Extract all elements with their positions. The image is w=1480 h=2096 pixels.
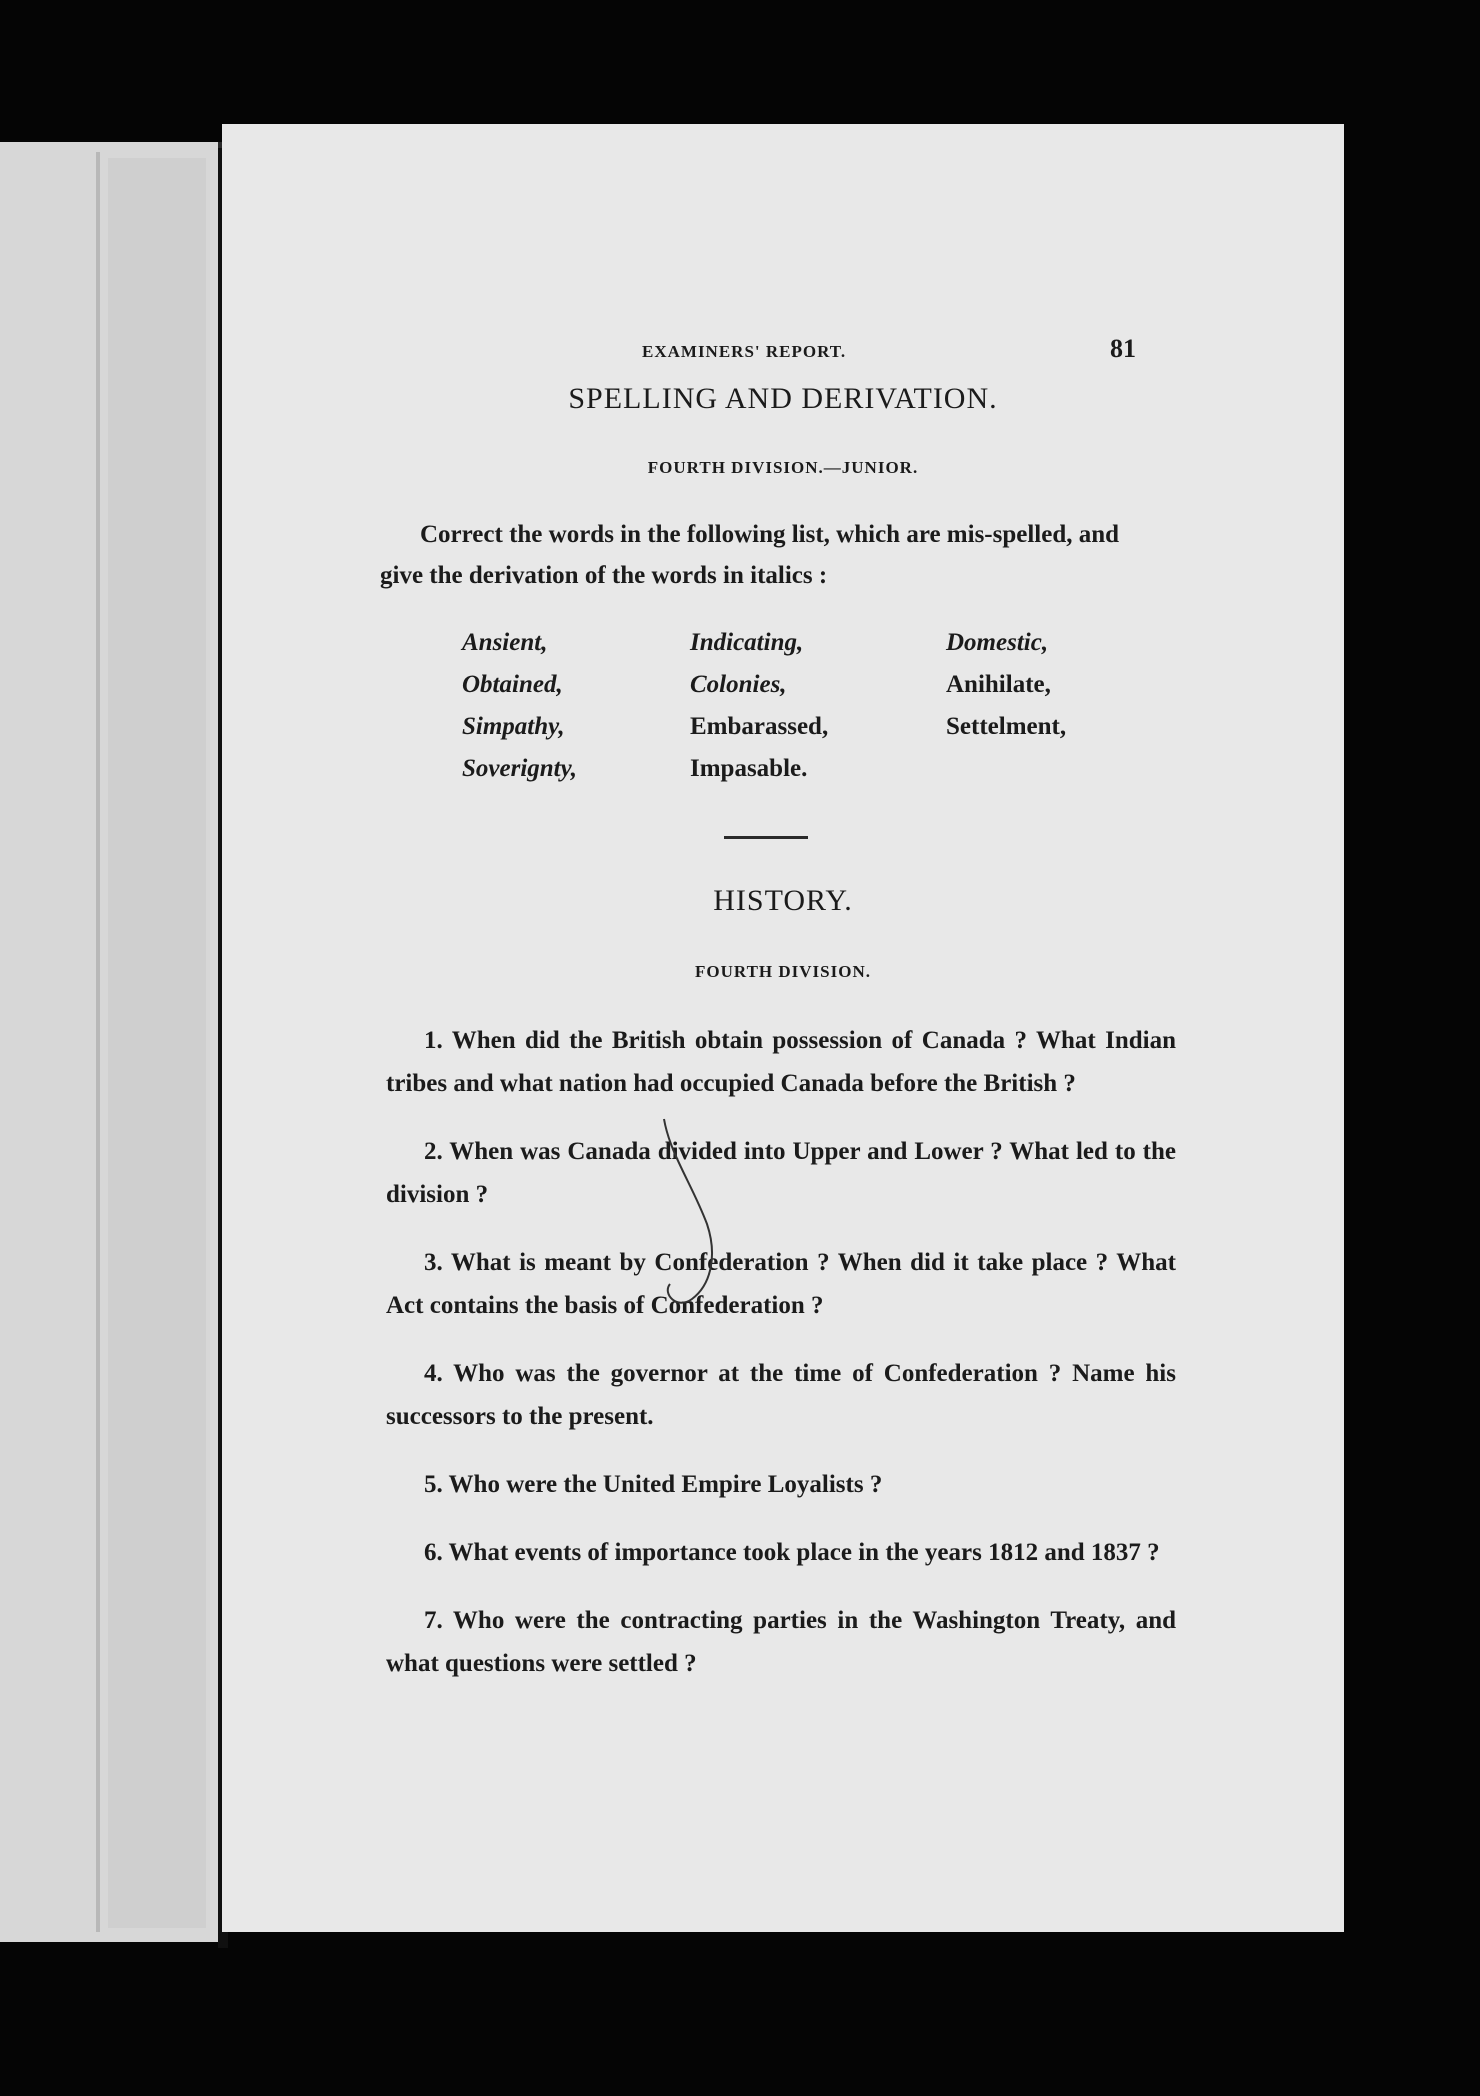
word-list bbox=[462, 622, 1162, 802]
history-title: HISTORY. bbox=[713, 884, 853, 917]
word-column-3 bbox=[946, 622, 1186, 748]
word-item: Settelment, bbox=[946, 713, 1067, 740]
word-item: Ansient, bbox=[462, 629, 548, 656]
page-number: 81 bbox=[1110, 334, 1136, 363]
history-division: FOURTH DIVISION. bbox=[695, 962, 871, 981]
word-item: Domestic, bbox=[946, 629, 1049, 656]
word-item: Indicating, bbox=[690, 629, 804, 656]
section-divider bbox=[724, 836, 808, 839]
page-header bbox=[222, 334, 1344, 374]
word-item: Embarassed, bbox=[690, 713, 829, 740]
history-questions bbox=[386, 1019, 1176, 1708]
word-item: Colonies, bbox=[690, 671, 787, 698]
question-4: 4. Who was the governor at the time of Confederation ? Name his successors to the present. bbox=[386, 1360, 1176, 1430]
spelling-instructions: Correct the words in the following list, which are mis-spelled, and give the derivation of the words in italics : bbox=[380, 521, 1120, 589]
page-edge-line bbox=[96, 152, 100, 1932]
spelling-division: FOURTH DIVISION.—JUNIOR. bbox=[647, 458, 919, 477]
facing-page-margin bbox=[108, 158, 206, 1928]
word-item: Soverignty, bbox=[462, 755, 578, 782]
facing-page-edge bbox=[0, 142, 226, 1942]
word-column-2 bbox=[690, 622, 930, 790]
question-7: 7. Who were the contracting parties in the Washington Treaty, and what questions were settled ? bbox=[386, 1607, 1176, 1677]
word-item: Impasable. bbox=[690, 755, 808, 782]
word-item: Obtained, bbox=[462, 671, 563, 698]
question-6: 6. What events of importance took place in the years 1812 and 1837 ? bbox=[424, 1539, 1160, 1566]
question-1: 1. When did the British obtain possession of Canada ? What Indian tribes and what nation had occupied Canada before the British ? bbox=[386, 1027, 1176, 1097]
word-item: Anihilate, bbox=[946, 671, 1051, 698]
question-3: 3. What is meant by Confederation ? When did it take place ? What Act contains the basis of Confederation ? bbox=[386, 1249, 1176, 1319]
word-column-1 bbox=[462, 622, 702, 790]
running-head: EXAMINERS' REPORT. bbox=[642, 342, 847, 361]
question-2: 2. When was Canada divided into Upper and Lower ? What led to the division ? bbox=[386, 1138, 1176, 1208]
question-5: 5. Who were the United Empire Loyalists ? bbox=[424, 1471, 883, 1498]
word-item: Simpathy, bbox=[462, 713, 565, 740]
book-page bbox=[222, 124, 1344, 1932]
spelling-title: SPELLING AND DERIVATION. bbox=[568, 382, 998, 415]
